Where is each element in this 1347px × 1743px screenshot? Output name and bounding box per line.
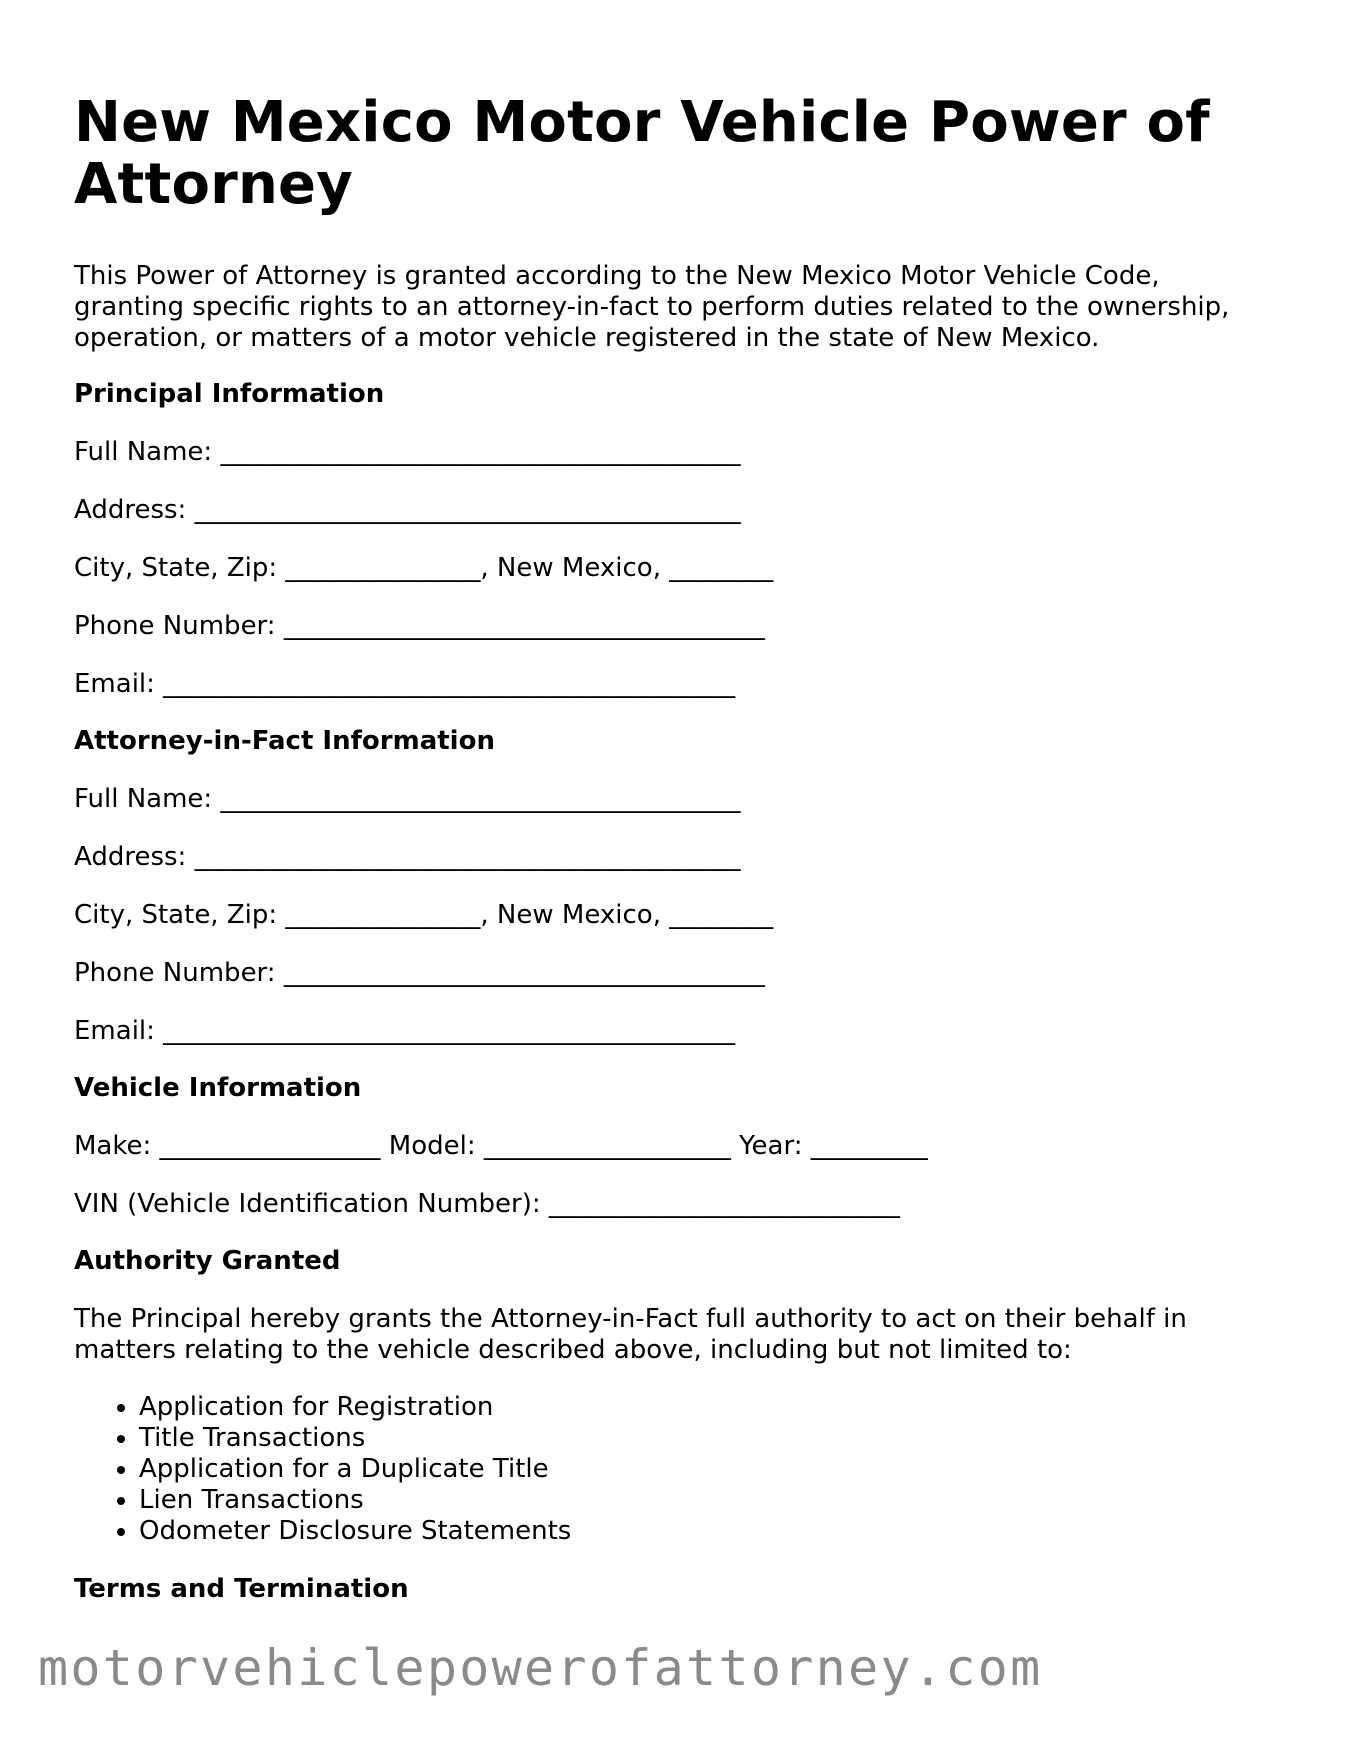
authority-paragraph: The Principal hereby grants the Attorney-in-Fact full authority to act on their behalf in matters relating to the vehicle described above, including but not limited to: (74, 1304, 1187, 1365)
attorney-address-field[interactable]: Address: __________________________________________ (74, 842, 741, 872)
principal-full-name-field[interactable]: Full Name: ________________________________________ (74, 437, 741, 467)
vehicle-section (74, 1073, 1274, 1220)
principal-city-state-zip-field[interactable]: City, State, Zip: _______________, New Mexico, ________ (74, 553, 774, 583)
watermark: motorvehiclepowerofattorney.com (38, 1639, 1043, 1697)
attorney-city-state-zip-field[interactable]: City, State, Zip: _______________, New Mexico, ________ (74, 900, 774, 930)
principal-heading: Principal Information (74, 379, 385, 409)
list-item: • Odometer Disclosure Statements (139, 1516, 1274, 1547)
list-item: • Title Transactions (139, 1423, 1274, 1454)
terms-section (74, 1574, 1274, 1605)
list-item: • Lien Transactions (139, 1485, 1274, 1516)
attorney-email-field[interactable]: Email: ____________________________________________ (74, 1016, 736, 1046)
list-item: • Application for Registration (139, 1392, 1274, 1423)
principal-address-field[interactable]: Address: __________________________________________ (74, 495, 741, 525)
terms-heading: Terms and Termination (74, 1574, 409, 1604)
principal-section (74, 379, 1274, 700)
authority-heading: Authority Granted (74, 1246, 341, 1276)
attorney-phone-field[interactable]: Phone Number: _____________________________________ (74, 958, 765, 988)
principal-phone-field[interactable]: Phone Number: _____________________________________ (74, 611, 765, 641)
intro-paragraph: This Power of Attorney is granted according to the New Mexico Motor Vehicle Code, granting specific rights to an attorney-in-fact to perform duties related to the ownership, operation, or matters of a motor vehicle registered in the state of New Mexico. (74, 261, 1230, 353)
attorney-section (74, 726, 1274, 1047)
authority-list (74, 1392, 1274, 1547)
document-page (74, 92, 1274, 1632)
vehicle-heading: Vehicle Information (74, 1073, 362, 1103)
vehicle-make-model-year-field[interactable]: Make: _________________ Model: ___________________ Year: _________ (74, 1131, 928, 1161)
document-title: New Mexico Motor Vehicle Power of Attorney (74, 90, 1210, 217)
attorney-heading: Attorney-in-Fact Information (74, 726, 495, 756)
vehicle-vin-field[interactable]: VIN (Vehicle Identification Number): ___________________________ (74, 1189, 900, 1219)
attorney-full-name-field[interactable]: Full Name: ________________________________________ (74, 784, 741, 814)
principal-email-field[interactable]: Email: ____________________________________________ (74, 669, 736, 699)
authority-section (74, 1246, 1274, 1547)
list-item: • Application for a Duplicate Title (139, 1454, 1274, 1485)
